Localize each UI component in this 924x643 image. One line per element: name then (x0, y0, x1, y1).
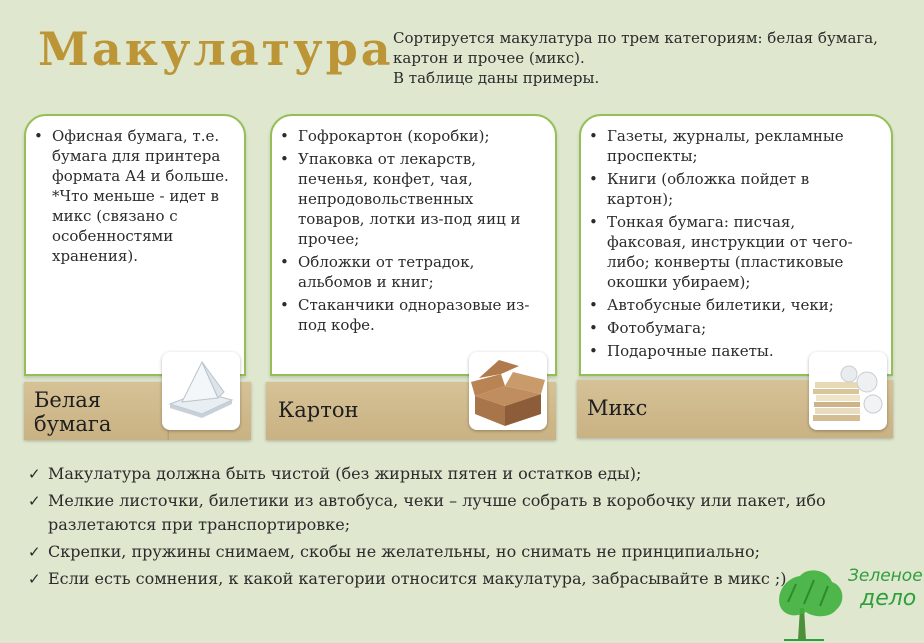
paper-stack-image (162, 352, 240, 430)
cardboard-box-icon (469, 352, 547, 430)
check-icon: ✓ (28, 543, 41, 561)
bullet-icon: • (280, 253, 289, 271)
mixed-paper-icon (809, 352, 887, 430)
category-label-white-paper: Белая бумага (24, 382, 169, 440)
list-item: ✓ Мелкие листочки, билетики из автобуса, чеки – лучше собрать в коробочку или пакет, ибо разлетаются при транспортировке; (28, 491, 826, 534)
intro-line: В таблице даны примеры. (393, 69, 600, 87)
zelenoe-delo-logo (774, 562, 924, 642)
bullet-icon: • (280, 296, 289, 314)
tree-icon (774, 562, 854, 642)
list-item: • Гофрокартон (коробки); (280, 127, 490, 145)
bullet-icon: • (589, 213, 598, 231)
check-icon: ✓ (28, 570, 41, 588)
logo-text-line2: дело (860, 586, 917, 611)
list-item: • Автобусные билетики, чеки; (589, 296, 834, 314)
bullet-icon: • (589, 342, 598, 360)
bullet-icon: • (34, 127, 43, 145)
list-item: • Фотобумага; (589, 319, 707, 337)
list-item: ✓ Скрепки, пружины снимаем, скобы не желательны, но снимать не принципиально; (28, 540, 878, 564)
category-card-white-paper (24, 114, 246, 376)
mixed-paper-image (809, 352, 887, 430)
list-item: ✓ Макулатура должна быть чистой (без жирных пятен и остатков еды); (28, 462, 878, 486)
list-item: • Газеты, журналы, рекламные проспекты; (589, 127, 844, 165)
category-card-mix (579, 114, 893, 376)
check-icon: ✓ (28, 465, 41, 483)
page-title: Макулатура (38, 22, 394, 76)
category-card-cardboard (270, 114, 557, 376)
cardboard-box-image (469, 352, 547, 430)
intro-text (393, 28, 893, 88)
bullet-icon: • (589, 170, 598, 188)
bullet-icon: • (589, 319, 598, 337)
bullet-icon: • (280, 127, 289, 145)
category-label-mix: Микс (577, 380, 893, 438)
bullet-icon: • (589, 127, 598, 145)
category-item-list (272, 116, 555, 335)
list-item: ✓ Если есть сомнения, к какой категории относится макулатура, забрасывайте в микс ;) (28, 567, 878, 591)
list-item: • Книги (обложка пойдет в картон); (589, 170, 810, 208)
list-item: • Стаканчики одноразовые из-под кофе. (280, 296, 530, 334)
bullet-icon: • (589, 296, 598, 314)
category-label-cardboard: Картон (266, 382, 556, 440)
list-item: • Тонкая бумага: писчая, факсовая, инструкции от чего-либо; конверты (пластиковые окошки убираем); (589, 213, 853, 291)
list-item: • Упаковка от лекарств, печенья, конфет, чая, непродовольственных товаров, лотки из-под яиц и прочее; (280, 150, 521, 248)
intro-line: Сортируется макулатура по трем категориям: белая бумага, (393, 29, 878, 47)
intro-line: картон и прочее (микс). (393, 49, 585, 67)
list-item: • Подарочные пакеты. (589, 342, 774, 360)
category-item-list (581, 116, 891, 361)
check-icon: ✓ (28, 492, 41, 510)
rules-list (28, 462, 878, 594)
list-item: • Обложки от тетрадок, альбомов и книг; (280, 253, 475, 291)
list-item: • Офисная бумага, т.е. бумага для принтера формата А4 и больше. *Что меньше - идет в микс (связано с особенностями хранения). (34, 127, 229, 265)
bullet-icon: • (280, 150, 289, 168)
paper-stack-icon (162, 352, 240, 430)
category-item-list (26, 116, 244, 266)
logo-text-line1: Зеленое (848, 566, 923, 586)
